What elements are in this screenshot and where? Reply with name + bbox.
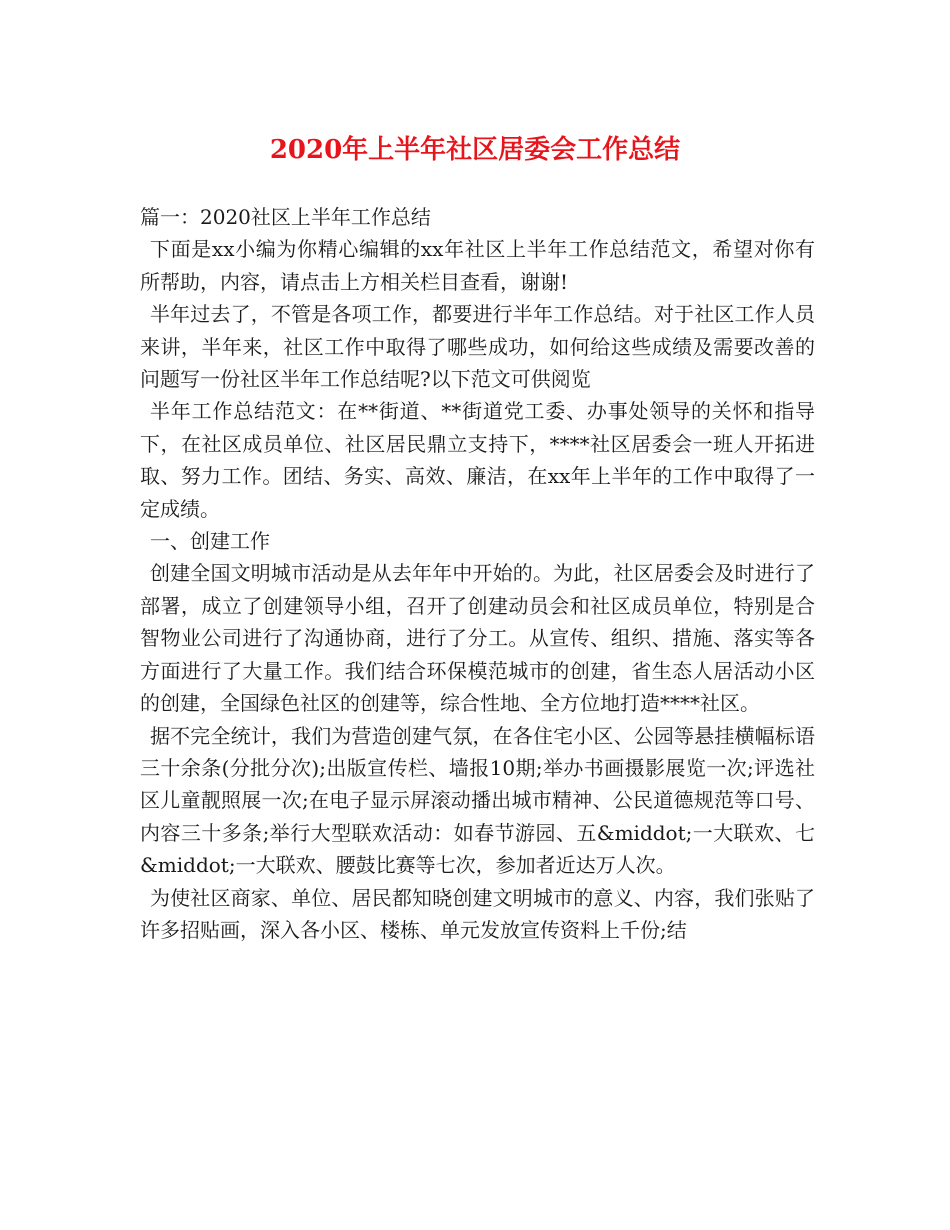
section-heading: 篇一：2020社区上半年工作总结 xyxy=(140,205,431,229)
paragraph: 半年工作总结范文：在**街道、**街道党工委、办事处领导的关怀和指导下，在社区成员单位、社区居民鼎立支持下，****社区居委会一班人开拓进取、努力工作。团结、务实、高效、廉洁，在xx年上半年的工作中取得了一定成绩。 xyxy=(140,399,815,521)
section-heading: 一、创建工作 xyxy=(150,529,270,554)
document-title: 2020年上半年社区居委会工作总结 xyxy=(269,135,681,165)
paragraph: 创建全国文明城市活动是从去年年中开始的。为此，社区居委会及时进行了部署，成立了创建领导小组，召开了创建动员会和社区成员单位，特别是合智物业公司进行了沟通协商，进行了分工。从宣传、组织、措施、落实等各方面进行了大量工作。我们结合环保模范城市的创建，省生态人居活动小区的创建，全国绿色社区的创建等，综合性地、全方位地打造****社区。 xyxy=(140,561,815,716)
document-body xyxy=(140,201,815,946)
paragraph: 下面是xx小编为你精心编辑的xx年社区上半年工作总结范文，希望对你有所帮助，内容，请点击上方相关栏目查看，谢谢! xyxy=(140,237,815,294)
paragraph: 为使社区商家、单位、居民都知晓创建文明城市的意义、内容，我们张贴了许多招贴画，深入各小区、楼栋、单元发放宣传资料上千份;结 xyxy=(140,885,815,942)
paragraph: 半年过去了，不管是各项工作，都要进行半年工作总结。对于社区工作人员来讲，半年来，社区工作中取得了哪些成功，如何给这些成绩及需要改善的问题写一份社区半年工作总结呢?以下范文可供阅览 xyxy=(140,302,815,392)
paragraph: 据不完全统计，我们为营造创建气氛，在各住宅小区、公园等悬挂横幅标语三十余条(分批分次);出版宣传栏、墙报10期;举办书画摄影展览一次;评选社区儿童靓照展一次;在电子显示屏滚动播出城市精神、公民道德规范等口号、内容三十多条;举行大型联欢活动：如春节游园、五&middot;一大联欢、七&middot;一大联欢、腰鼓比赛等七次，参加者近达万人次。 xyxy=(140,723,815,878)
